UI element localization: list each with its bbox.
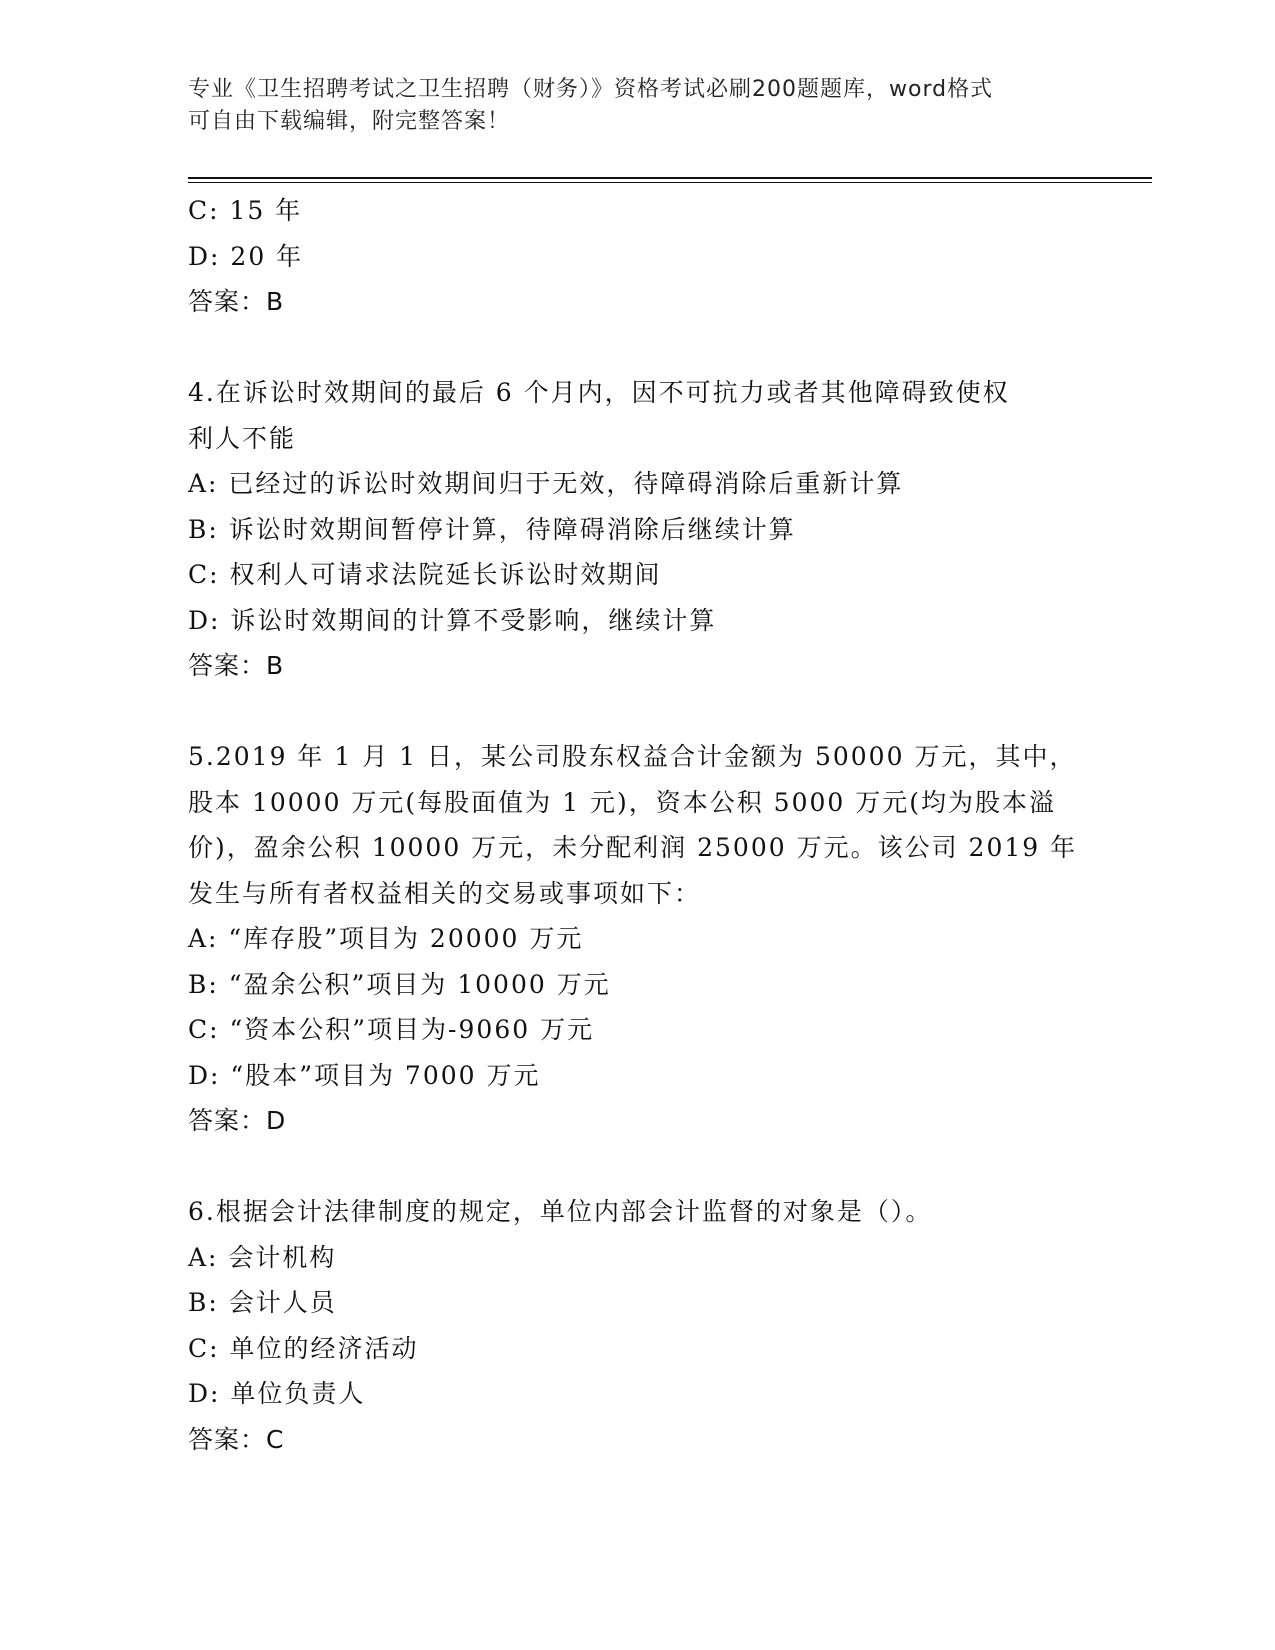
question-stem: 发生与所有者权益相关的交易或事项如下：: [188, 878, 702, 908]
option-b: B: 会计人员: [188, 1288, 337, 1317]
option-d: D: “股本”项目为 7000 万元: [188, 1060, 541, 1090]
option-c: C: 15 年: [188, 196, 303, 225]
option-d: D: 单位负责人: [188, 1379, 366, 1408]
header-divider-thick: [188, 177, 1152, 179]
spacer: [188, 325, 1068, 371]
option-d: D: 诉讼时效期间的计算不受影响，继续计算: [188, 605, 717, 635]
answer-line: 答案：B: [188, 287, 285, 316]
question-stem: 4.在诉讼时效期间的最后 6 个月内，因不可抗力或者其他障碍致使权: [188, 378, 1010, 407]
question-4: [188, 370, 1068, 689]
page-header: [188, 74, 1068, 138]
option-c: C: 权利人可请求法院延长诉讼时效期间: [188, 560, 662, 589]
answer-line: 答案：C: [188, 1424, 285, 1454]
option-a: A: “库存股”项目为 20000 万元: [188, 924, 584, 953]
option-a: A: 会计机构: [188, 1242, 337, 1272]
question-stem: 价)，盈余公积 10000 万元，未分配利润 25000 万元。该公司 2019 年: [188, 833, 1078, 862]
question-5: [188, 734, 1078, 1144]
question-stem: 利人不能: [188, 423, 297, 453]
option-a: A: 已经过的诉讼时效期间归于无效，待障碍消除后重新计算: [188, 469, 904, 498]
option-c: C: 单位的经济活动: [188, 1333, 419, 1363]
question-list: [188, 188, 1078, 1462]
question-3-tail: [188, 188, 1068, 325]
header-title-line-2: 可自由下载编辑，附完整答案！: [188, 109, 511, 134]
question-stem: 6.根据会计法律制度的规定，单位内部会计监督的对象是（）。: [188, 1197, 933, 1226]
spacer: [188, 1144, 1068, 1190]
header-divider-thin: [188, 182, 1152, 183]
header-title-line-1: 专业《卫生招聘考试之卫生招聘（财务）》资格考试必刷200题题库，word格式: [188, 77, 994, 102]
answer-line: 答案：D: [188, 1106, 287, 1135]
question-stem: 股本 10000 万元(每股面值为 1 元)，资本公积 5000 万元(均为股本溢: [188, 787, 1057, 817]
option-b: B: “盈余公积”项目为 10000 万元: [188, 969, 611, 999]
question-stem: 5.2019 年 1 月 1 日，某公司股东权益合计金额为 50000 万元，其中，: [188, 742, 1077, 771]
spacer: [188, 689, 1068, 735]
answer-line: 答案：B: [188, 651, 285, 680]
question-6: [188, 1189, 1068, 1462]
option-d: D: 20 年: [188, 241, 304, 271]
option-b: B: 诉讼时效期间暂停计算，待障碍消除后继续计算: [188, 514, 796, 544]
option-c: C: “资本公积”项目为-9060 万元: [188, 1015, 595, 1044]
